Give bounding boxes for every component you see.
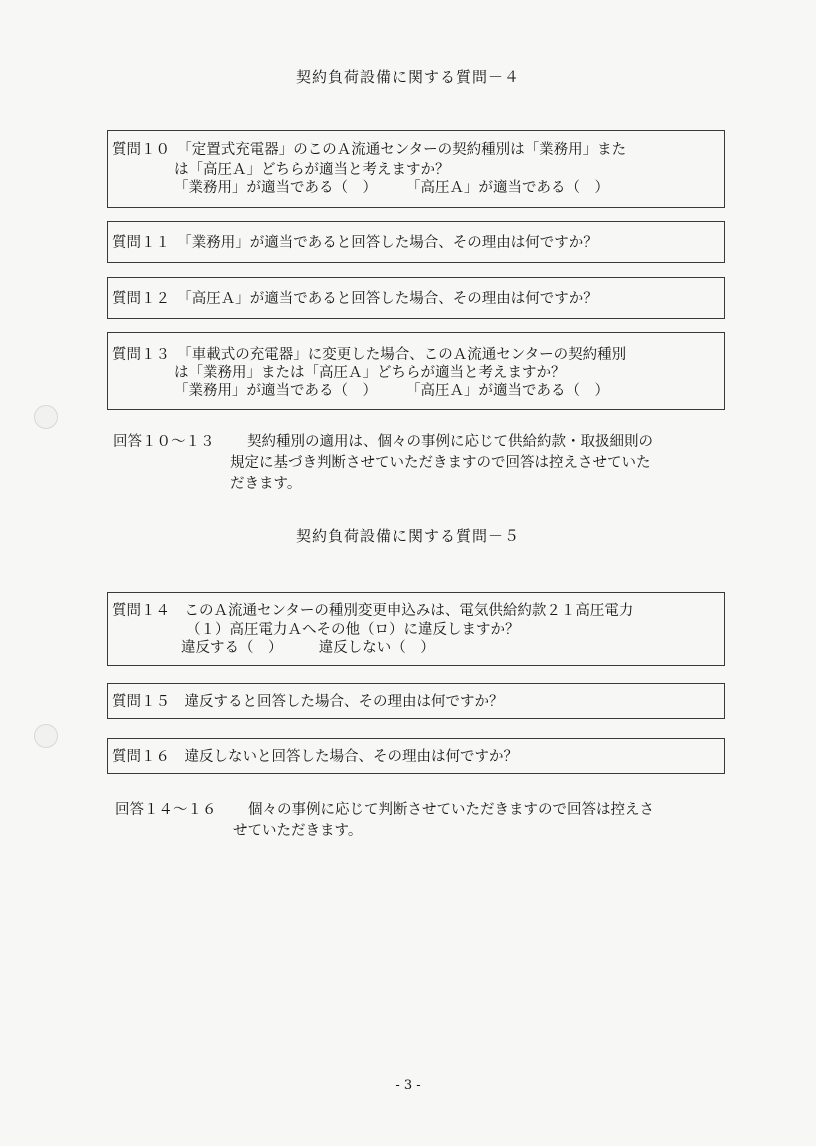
question-16-text: 質問１６ 違反しないと回答した場合、その理由は何ですか？ [112,749,518,765]
question-14-box [107,592,725,666]
question-13-line-2: は「業務用」または「高圧Ａ」どちらが適当と考えますか？ [174,365,566,381]
question-11-text: 質問１１ 「業務用」が適当であると回答した場合、その理由は何ですか？ [112,235,598,251]
question-13-line-1: 質問１３ 「車載式の充電器」に変更した場合、このＡ流通センターの契約種別 [112,347,627,363]
section-4-heading: 契約負荷設備に関する質問－４ [295,68,520,86]
question-14-line-2: （１）高圧電力Ａへその他（ロ）に違反しますか？ [186,622,520,638]
question-10-line-3: 「業務用」が適当である（ ） 「高圧Ａ」が適当である（ ） [174,180,609,196]
question-12-text: 質問１２ 「高圧Ａ」が適当であると回答した場合、その理由は何ですか？ [112,291,598,307]
question-16-box [107,738,725,774]
question-12-box [107,277,725,319]
question-15-box [107,683,725,719]
answer-14-16-line-2: せていただきます。 [233,823,363,839]
question-10-line-2: は「高圧Ａ」どちらが適当と考えますか？ [174,162,450,178]
punch-hole-bottom [34,724,58,748]
punch-hole-top [34,405,58,429]
answer-10-13-label: 回答１０～１３ [113,434,215,450]
answer-10-13-line-3: だきます。 [230,476,302,492]
question-10-box [107,130,725,208]
answer-14-16-label: 回答１４～１６ [115,802,217,818]
section-5-heading: 契約負荷設備に関する質問－５ [295,527,520,545]
answer-14-16-line-1: 個々の事例に応じて判断させていただきますので回答は控えさ [248,802,654,818]
question-14-line-1: 質問１４ このＡ流通センターの種別変更申込みは、電気供給約款２１高圧電力 [112,603,634,619]
question-11-box [107,221,725,263]
question-15-text: 質問１５ 違反すると回答した場合、その理由は何ですか？ [112,694,504,710]
answer-10-13-line-1: 契約種別の適用は、個々の事例に応じて供給約款・取扱細則の [247,434,653,450]
answer-10-13-line-2: 規定に基づき判断させていただきますので回答は控えさせていた [230,455,651,471]
page-number: - 3 - [395,1078,421,1093]
question-10-line-1: 質問１０ 「定置式充電器」のこのＡ流通センターの契約種別は「業務用」また [112,142,627,158]
question-14-line-3: 違反する（ ） 違反しない（ ） [181,640,435,656]
question-13-box [107,332,725,410]
question-13-line-3: 「業務用」が適当である（ ） 「高圧Ａ」が適当である（ ） [174,383,609,399]
